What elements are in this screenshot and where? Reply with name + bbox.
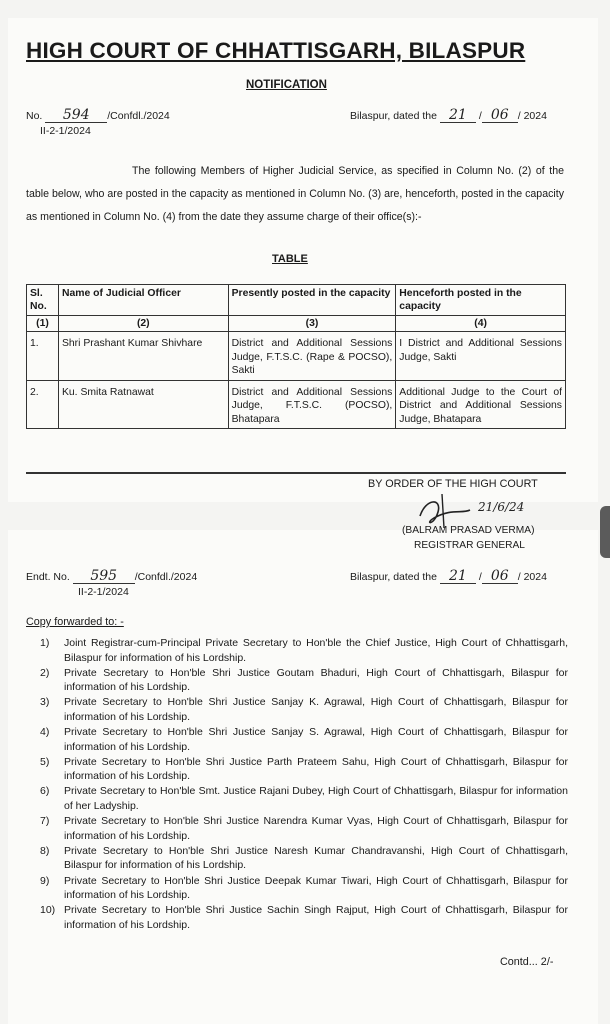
- ref-no-label: No.: [26, 110, 43, 122]
- list-item-text: Private Secretary to Hon'ble Shri Justice Narendra Kumar Vyas, High Court of Chhattisgarh, Bilaspur for information of his Lordship.: [64, 815, 568, 842]
- list-item: [40, 784, 568, 813]
- list-item-text: Private Secretary to Hon'ble Shri Justice Goutam Bhaduri, High Court of Chhattisgarh, Bilaspur for information of his Lordship.: [64, 666, 568, 694]
- list-item: [40, 844, 568, 873]
- date-year: / 2024: [517, 110, 547, 122]
- list-item: [40, 755, 568, 784]
- col-number: (4): [396, 316, 566, 332]
- list-item-text: Private Secretary to Hon'ble Shri Justice Naresh Kumar Chandravanshi, High Court of Chhattisgarh, Bilaspur for information of his Lordship.: [64, 844, 568, 872]
- header-henceforth: Henceforth posted in the capacity: [396, 285, 566, 316]
- header-sl-no: Sl. No.: [27, 285, 59, 316]
- signature-date: 21/6/24: [478, 500, 525, 514]
- row-present: District and Additional Sessions Judge, F.T.S.C. (Rape & POCSO), Sakti: [228, 332, 396, 381]
- list-item: [40, 903, 568, 932]
- list-item-text: Private Secretary to Hon'ble Shri Justice Deepak Kumar Tiwari, High Court of Chhattisgarh, Bilaspur for information of his Lordship.: [64, 874, 568, 902]
- notification-heading: NOTIFICATION: [246, 79, 327, 91]
- list-item-number: 10): [40, 904, 56, 917]
- endt-date-day: 21: [440, 570, 476, 584]
- dated-line: Bilaspur, dated the 21 / 06 / 2024: [350, 107, 547, 123]
- reference-number: [26, 109, 170, 123]
- list-item: [40, 636, 568, 665]
- list-item-number: 1): [40, 637, 50, 649]
- copy-forwarded-list: [40, 636, 568, 933]
- col-number: (1): [27, 316, 59, 332]
- list-item-text: Private Secretary to Hon'ble Smt. Justice Rajani Dubey, High Court of Chhattisgarh, Bilaspur for information of her Ladyship.: [64, 785, 568, 813]
- list-item-number: 4): [40, 726, 50, 739]
- dated-label: Bilaspur, dated the: [350, 110, 437, 122]
- by-order-line: BY ORDER OF THE HIGH COURT: [368, 478, 538, 490]
- row-name: Shri Prashant Kumar Shivhare: [58, 332, 228, 381]
- scroll-handle[interactable]: [600, 506, 610, 558]
- endt-label: Endt. No.: [26, 571, 70, 583]
- table-row: [27, 380, 566, 429]
- header-name: Name of Judicial Officer: [58, 285, 228, 316]
- list-item-text: Private Secretary to Hon'ble Shri Justice Sanjay K. Agrawal, High Court of Chhattisgarh, Bilaspur for information of his Lordship.: [64, 696, 568, 723]
- continued-note: Contd... 2/-: [500, 956, 554, 968]
- document-title: HIGH COURT OF CHHATTISGARH, BILASPUR: [26, 38, 526, 63]
- copy-forwarded-label: Copy forwarded to: -: [26, 616, 124, 628]
- row-henceforth: Additional Judge to the Court of District and Additional Sessions Judge, Bhatapara: [396, 380, 566, 429]
- list-item-number: 8): [40, 844, 50, 857]
- row-present: District and Additional Sessions Judge, F.T.S.C. (POCSO), Bhatapara: [228, 380, 396, 429]
- table-column-numbers: [27, 316, 566, 332]
- endt-no-suffix: /Confdl./2024: [134, 571, 198, 583]
- table-row: [27, 332, 566, 381]
- body-paragraph: The following Members of Higher Judicial Service, as specified in Column No. (2) of the table below, who are posted in the capacity as mentioned in Column No. (3) are, henceforth, posted in the capacity as mentioned in Column No. (4) from the date they assume charge of their office(s):-: [26, 165, 564, 223]
- divider-line: [26, 472, 566, 474]
- row-name: Ku. Smita Ratnawat: [58, 380, 228, 429]
- list-item: [40, 874, 568, 903]
- col-number: (3): [228, 316, 396, 332]
- list-item-text: Private Secretary to Hon'ble Shri Justice Sachin Singh Rajput, High Court of Chhattisgarh, Bilaspur for information of his Lordship.: [64, 904, 568, 931]
- list-item-number: 5): [40, 755, 50, 768]
- list-item-number: 6): [40, 785, 50, 798]
- list-item-text: Private Secretary to Hon'ble Shri Justice Parth Prateem Sahu, High Court of Chhattisgarh, Bilaspur for information of his Lordship.: [64, 755, 568, 783]
- list-item-number: 3): [40, 696, 50, 709]
- endt-date-month: 06: [482, 570, 518, 584]
- row-henceforth: I District and Additional Sessions Judge, Sakti: [396, 332, 566, 381]
- list-item-number: 2): [40, 666, 50, 679]
- col-number: (2): [58, 316, 228, 332]
- list-item: [40, 814, 568, 843]
- endt-dated-line: Bilaspur, dated the 21 / 06 / 2024: [350, 568, 547, 584]
- endt-dated-label: Bilaspur, dated the: [350, 571, 437, 583]
- list-item-number: 7): [40, 815, 50, 828]
- file-number: II-2-1/2024: [40, 125, 91, 137]
- list-item: [40, 695, 568, 724]
- list-item-number: 9): [40, 874, 50, 887]
- list-item-text: Joint Registrar-cum-Principal Private Secretary to Hon'ble the Chief Justice, High Court of Chhattisgarh, Bilaspur for information of his Lordship.: [64, 637, 568, 664]
- endt-no-handwritten: 595: [73, 570, 135, 584]
- table-label: TABLE: [272, 253, 308, 265]
- list-item: [40, 725, 568, 754]
- table-header-row: [27, 285, 566, 316]
- row-sl: 1.: [27, 332, 59, 381]
- row-sl: 2.: [27, 380, 59, 429]
- endt-file-number: II-2-1/2024: [78, 586, 129, 598]
- ref-no-handwritten: 594: [45, 109, 107, 123]
- date-day: 21: [440, 109, 476, 123]
- ref-no-suffix: /Confdl./2024: [107, 110, 170, 122]
- signatory-name: (BALRAM PRASAD VERMA): [402, 525, 535, 536]
- signatory-designation: REGISTRAR GENERAL: [414, 540, 525, 551]
- header-present: Presently posted in the capacity: [228, 285, 396, 316]
- list-item-text: Private Secretary to Hon'ble Shri Justice Sanjay S. Agrawal, High Court of Chhattisgarh, Bilaspur for information of his Lordship.: [64, 726, 568, 753]
- endt-date-year: / 2024: [517, 571, 547, 583]
- list-item: [40, 666, 568, 695]
- postings-table: [26, 284, 566, 429]
- date-month: 06: [482, 109, 518, 123]
- endorsement-number: [26, 570, 197, 584]
